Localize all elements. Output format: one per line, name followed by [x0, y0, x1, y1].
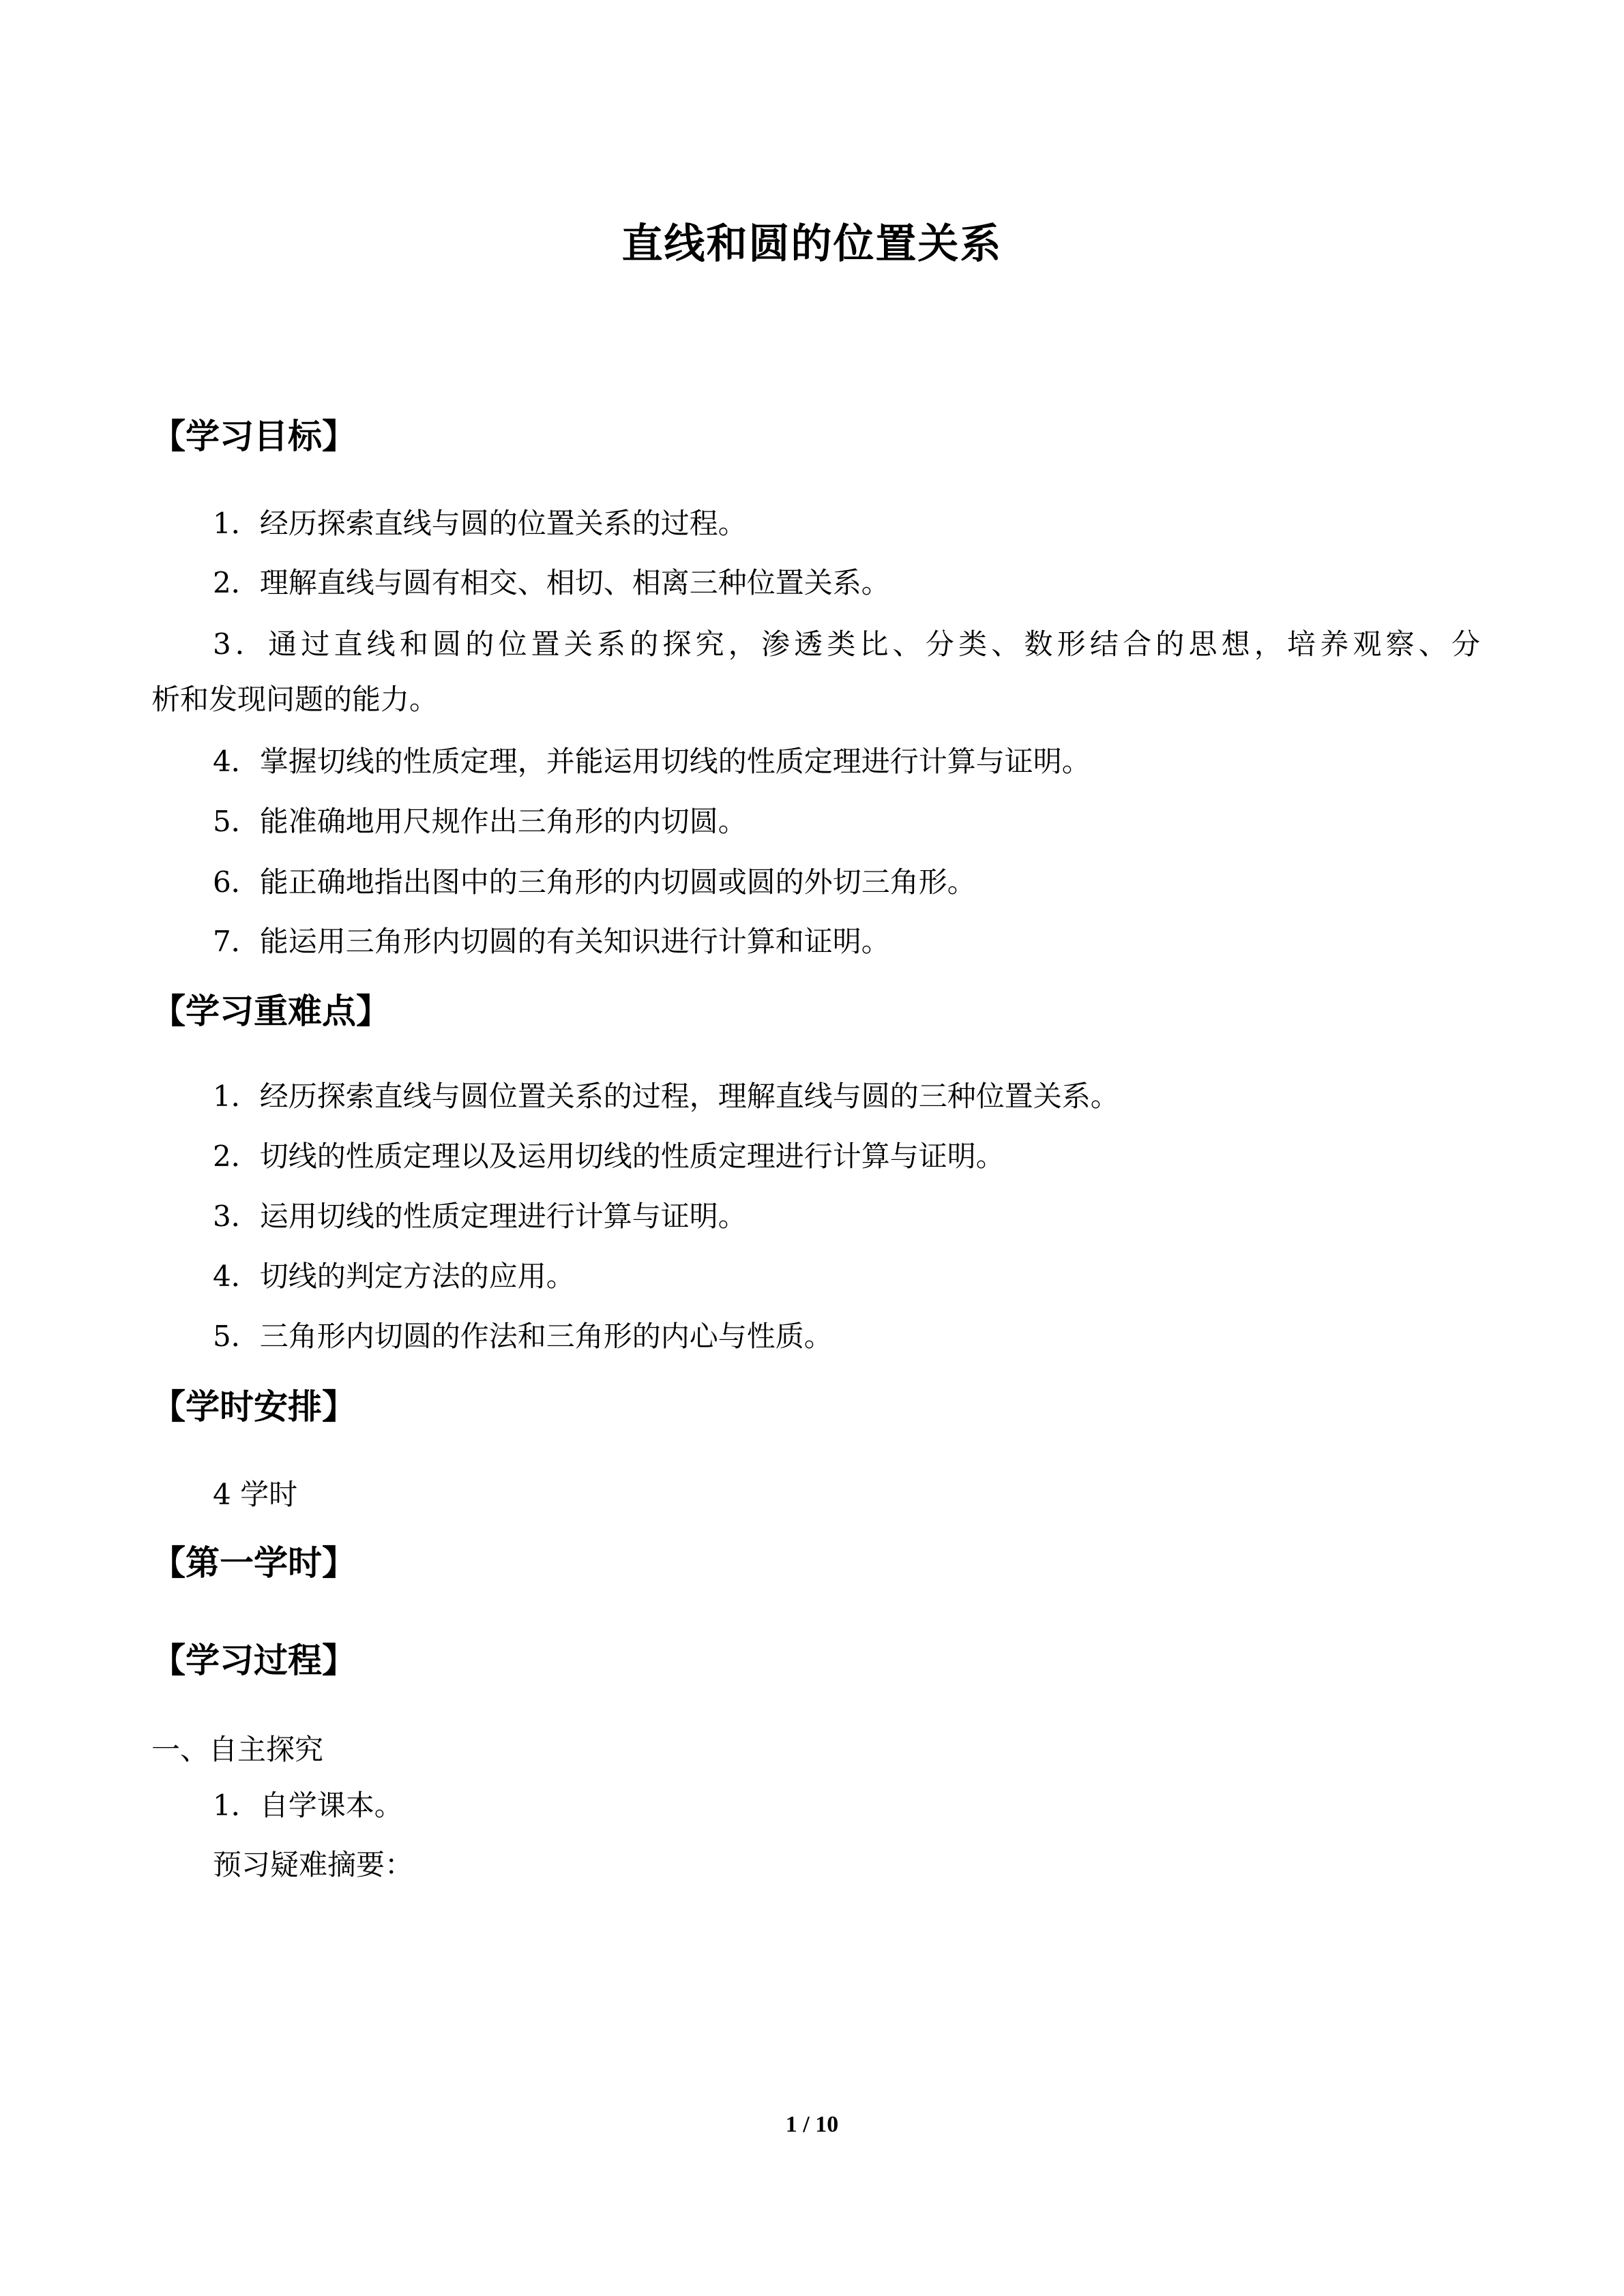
schedule-heading: 【学时安排】	[151, 1387, 356, 1427]
process-heading: 【学习过程】	[151, 1641, 356, 1680]
objective-item: 5．能准确地用尺规作出三角形的内切圆。	[213, 805, 747, 838]
key-point-item: 5．三角形内切圆的作法和三角形的内心与性质。	[213, 1320, 833, 1353]
process-step: 1．自学课本。	[213, 1789, 403, 1822]
objective-item: 7．能运用三角形内切圆的有关知识进行计算和证明。	[213, 925, 890, 958]
objective-item: 2．理解直线与圆有相交、相切、相离三种位置关系。	[213, 566, 890, 599]
schedule-text: 4 学时	[213, 1478, 298, 1511]
key-point-item: 3．运用切线的性质定理进行计算与证明。	[213, 1199, 747, 1233]
objective-item: 1．经历探索直线与圆的位置关系的过程。	[213, 507, 747, 540]
objective-item-continuation: 析和发现问题的能力。	[151, 683, 439, 716]
key-point-item: 4．切线的判定方法的应用。	[213, 1259, 575, 1293]
process-subheading: 一、自主探究	[151, 1733, 324, 1766]
first-period-heading: 【第一学时】	[151, 1543, 356, 1583]
key-point-item: 2．切线的性质定理以及运用切线的性质定理进行计算与证明。	[213, 1139, 1005, 1173]
objective-item: 6．能正确地指出图中的三角形的内切圆或圆的外切三角形。	[213, 865, 976, 899]
process-note: 预习疑难摘要：	[213, 1848, 414, 1881]
page-number: 1 / 10	[785, 2112, 839, 2137]
document-title: 直线和圆的位置关系	[621, 220, 1003, 268]
key-point-item: 1．经历探索直线与圆位置关系的过程，理解直线与圆的三种位置关系。	[213, 1079, 1119, 1113]
objectives-heading: 【学习目标】	[151, 417, 356, 456]
objective-item: 3．通过直线和圆的位置关系的探究，渗透类比、分类、数形结合的思想，培养观察、分	[213, 627, 1480, 661]
objective-item: 4．掌握切线的性质定理，并能运用切线的性质定理进行计算与证明。	[213, 745, 1091, 778]
key-points-heading: 【学习重难点】	[151, 992, 390, 1031]
